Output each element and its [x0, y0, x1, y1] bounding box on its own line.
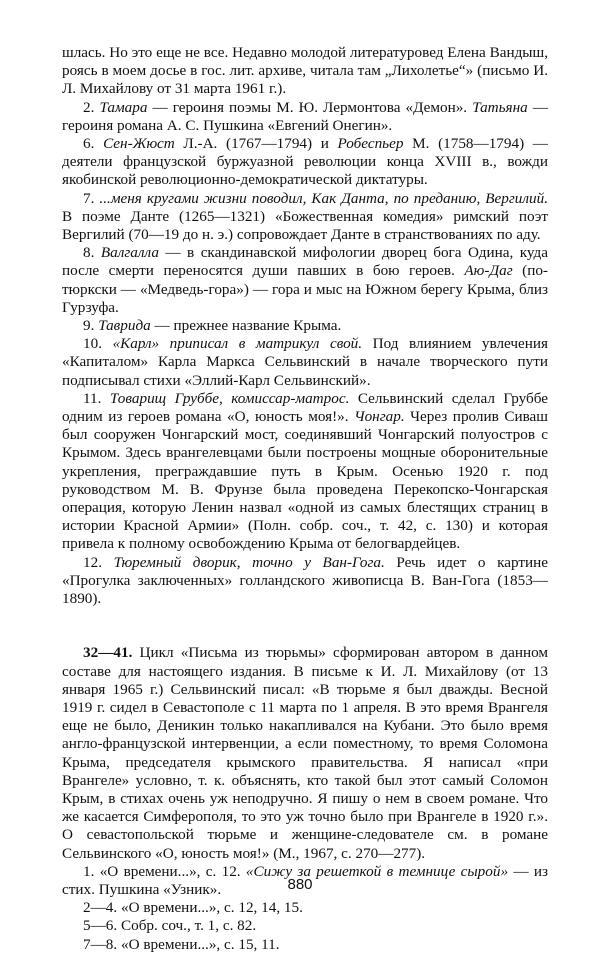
note-term: Робеспьер	[337, 135, 404, 153]
note-2	[62, 99, 548, 135]
note-term: Тамара	[99, 98, 148, 116]
note-text: (по-тюркски — «Медведь-гора») — гора и мыс на Южном берегу Крыма, близ Гурзуфа.	[62, 262, 548, 316]
note-text: — из стих. Пушкина «Узник».	[62, 862, 548, 898]
note-number: 1.	[83, 862, 95, 880]
note-11	[62, 390, 548, 554]
note-term: «Карл» приписал в матрикул свой.	[112, 335, 363, 353]
section-text: Цикл «Письма из тюрьмы» сформирован автором в данном составе для настоящего издания. В письме к И. Л. Михайлову (от 13 января 1965 г.) Сельвинский писал: «В тюрьме я был дважды. Весной 1919 г. сидел в Севастополе с 11 марта по 1 апреля. В это время Врангеля еще не было, Деникин только накапливался на Кубани. Это было время англо-французской интервенции, а если поместному, то время Соломона Крыма, председателя крымского правительства. Я написал «при Врангеле» условно, т. к. объяснять, кто такой был этот самый Соломон Крым, в стихах очень уж неподручно. Я пишу о нем в своем романе. Что же касается Симферополя, то это уж точно было при Врангеле в 1920 г.». О севастопольской тюрьме и женщине-следователе см. в романе Сельвинского «О, юность моя!» (М., 1967, с. 270—277).	[62, 644, 548, 862]
note-text: Собр. соч., т. 1, с. 82.	[117, 917, 257, 935]
note-text: Под влиянием увлечения «Капиталом» Карла Маркса Сельвинский в начале творческого пути подписывал стихи «Эллий-Карл Сельвинский».	[62, 335, 549, 389]
note-number: 8.	[83, 244, 95, 262]
note-number: 2.	[83, 98, 95, 116]
note-text: «О времени...», с. 12, 14, 15.	[117, 899, 303, 917]
note-number: 5—6.	[83, 917, 118, 935]
note-term: Валгалла	[100, 244, 159, 262]
note-number: 6.	[83, 135, 95, 153]
note-number: 7—8.	[83, 935, 118, 953]
note-term: Товарищ Груббе, комиссар-матрос.	[109, 389, 350, 407]
note-text: — героиня романа А. С. Пушкина «Евгений Онегин».	[62, 98, 549, 134]
note-text: Сельвинский сделал Груббе одним из героев романа «О, юность моя!».	[62, 389, 549, 426]
page-number: 880	[287, 876, 313, 893]
note-term: Сен-Жюст	[103, 135, 175, 153]
note-number: 7.	[83, 189, 95, 207]
note-term: «Сижу за решеткой в темнице сырой»	[245, 862, 509, 880]
note-number: 11.	[83, 389, 102, 407]
note-text: — героиня поэмы М. Ю. Лермонтова «Демон».	[147, 98, 473, 116]
sub-note-5-6	[62, 917, 548, 935]
note-text: шлась. Но это еще не все. Недавно молодой литературовед Елена Вандыш, роясь в моем досье в гос. лит. архиве, читала там „Лихолетье“» (письмо И. Л. Михайлову от 31 марта 1961 г.).	[62, 44, 548, 98]
note-8	[62, 244, 548, 317]
note-term: ...меня кругами жизни поводил, Как Данта, по преданию, Вергилий.	[99, 189, 548, 207]
note-number: 12.	[83, 553, 102, 571]
note-term: Тюремный дворик, точно у Ван-Гога.	[113, 553, 385, 571]
note-text: Речь идет о картине «Прогулка заключенных» голландского живописца В. Ван-Гога (1853—1890).	[62, 553, 549, 608]
note-term: Татьяна	[472, 98, 528, 116]
note-continuation	[62, 44, 548, 99]
note-10	[62, 335, 548, 390]
note-text: В поэме Данте (1265—1321) «Божественная комедия» римский поэт Вергилий (70—19 до н. э.) сопровождает Данте в странствованиях по аду.	[62, 207, 548, 244]
section-32-41	[62, 644, 548, 862]
sub-note-2-4	[62, 899, 548, 917]
note-text: Через пролив Сиваш был сооружен Чонгарский мост, соединявший Чонгарский полуостров с Крымом. Здесь врангелевцами были построены мощные оборонительные укрепления, преграждавшие путь в Крым. Осенью 1920 г. под руководством М. В. Фрунзе была проведена Перекопско-Чонгарская операция, которую Ленин назвал «одной из самых блестящих страниц в истории Красной Армии» (Полн. собр. соч., т. 42, с. 130) и которая привела к полному освобождению Крыма от белогвардейцев.	[62, 408, 548, 553]
note-number: 2—4.	[83, 899, 118, 917]
note-term: Аю-Даг	[464, 262, 513, 280]
note-6	[62, 135, 548, 190]
note-text: Л.-А. (1767—1794) и	[174, 135, 338, 153]
note-term: Чонгар.	[354, 408, 405, 426]
note-number: 10.	[83, 335, 102, 353]
section-number: 32—41.	[83, 644, 133, 662]
note-text: — прежнее название Крыма.	[150, 317, 342, 335]
note-text: — в скандинавской мифологии дворец бога Одина, куда после смерти переносятся души павших в бою героев.	[62, 244, 549, 280]
note-text: М. (1758—1794) — деятели французской буржуазной революции конца XVIII в., вожди якобинской революционно-демократической диктатуры.	[62, 135, 548, 189]
note-7	[62, 190, 548, 245]
note-9	[62, 317, 548, 335]
note-text: «О времени...», с. 12.	[94, 862, 246, 880]
note-text: «О времени...», с. 15, 11.	[117, 935, 280, 953]
sub-note-7-8	[62, 936, 548, 954]
note-12	[62, 554, 548, 609]
note-number: 9.	[83, 317, 95, 335]
note-term: Таврида	[98, 317, 151, 335]
